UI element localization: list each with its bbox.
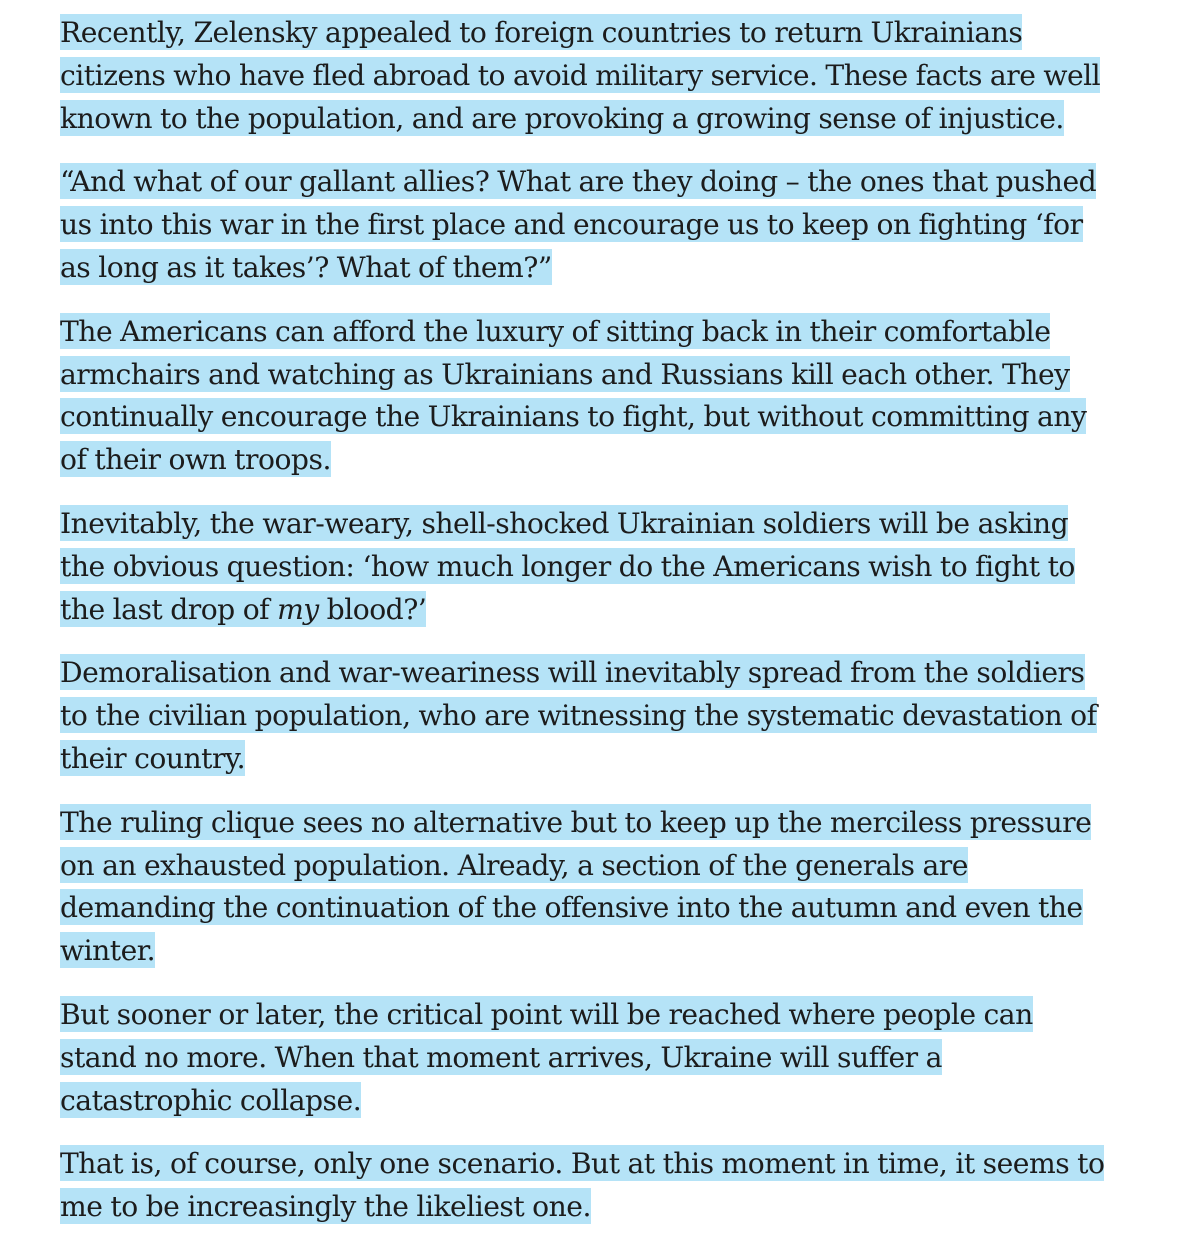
text-line: on an exhausted population. Already, a section of the generals are (60, 848, 968, 882)
text-line: stand no more. When that moment arrives, Ukraine will suffer a (60, 1040, 942, 1074)
paragraph (60, 652, 1150, 780)
text-line: known to the population, and are provoking a growing sense of injustice. (60, 101, 1064, 135)
paragraph (60, 994, 1150, 1122)
selected-text[interactable] (60, 654, 1097, 776)
selected-text[interactable] (60, 14, 1100, 136)
selected-text[interactable] (60, 804, 1091, 968)
text-line: That is, of course, only one scenario. But at this moment in time, it seems to (60, 1147, 1105, 1181)
text-line: the obvious question: ‘how much longer do the Americans wish to fight to (60, 549, 1075, 583)
text-line: catastrophic collapse. (60, 1083, 362, 1117)
selected-text[interactable] (60, 1145, 1104, 1224)
emphasized-word: my (277, 592, 319, 626)
text-segment: the last drop of (60, 592, 278, 626)
paragraph (60, 503, 1150, 631)
text-line: But sooner or later, the critical point will be reached where people can (60, 997, 1033, 1031)
paragraph (60, 802, 1150, 973)
text-line: armchairs and watching as Ukrainians and Russians kill each other. They (60, 357, 1070, 391)
text-line: their country. (60, 741, 246, 775)
text-line (60, 593, 426, 626)
text-line: continually encourage the Ukrainians to fight, but without committing any (60, 400, 1087, 434)
paragraph (60, 161, 1150, 289)
text-line: “And what of our gallant allies? What are they doing – the ones that pushed (60, 165, 1097, 199)
text-line: The ruling clique sees no alternative but to keep up the merciless pressure (60, 805, 1092, 839)
text-line: me to be increasingly the likeliest one. (60, 1190, 591, 1224)
text-line: winter. (60, 934, 156, 968)
text-line: to the civilian population, who are witnessing the systematic devastation of (60, 699, 1097, 733)
text-line: Inevitably, the war-weary, shell-shocked Ukrainian soldiers will be asking (60, 506, 1069, 540)
text-line: demanding the continuation of the offensive into the autumn and even the (60, 891, 1083, 925)
text-segment: blood?’ (318, 592, 427, 626)
text-line: citizens who have fled abroad to avoid military service. These facts are well (60, 58, 1101, 92)
selected-text[interactable] (60, 996, 1033, 1118)
text-line: The Americans can afford the luxury of sitting back in their comfortable (60, 314, 1051, 348)
paragraph (60, 1143, 1150, 1229)
article-body (60, 12, 1150, 1250)
text-line: us into this war in the first place and encourage us to keep on fighting ‘for (60, 208, 1083, 242)
selected-text[interactable] (60, 313, 1086, 477)
paragraph (60, 12, 1150, 140)
text-line: Recently, Zelensky appealed to foreign countries to return Ukrainians (60, 16, 1023, 49)
text-line: Demoralisation and war-weariness will inevitably spread from the soldiers (60, 656, 1085, 690)
paragraph (60, 311, 1150, 482)
text-line: of their own troops. (60, 443, 331, 477)
selected-text[interactable] (60, 163, 1096, 285)
selected-text[interactable] (60, 505, 1075, 627)
text-line: as long as it takes’? What of them?” (60, 250, 552, 284)
